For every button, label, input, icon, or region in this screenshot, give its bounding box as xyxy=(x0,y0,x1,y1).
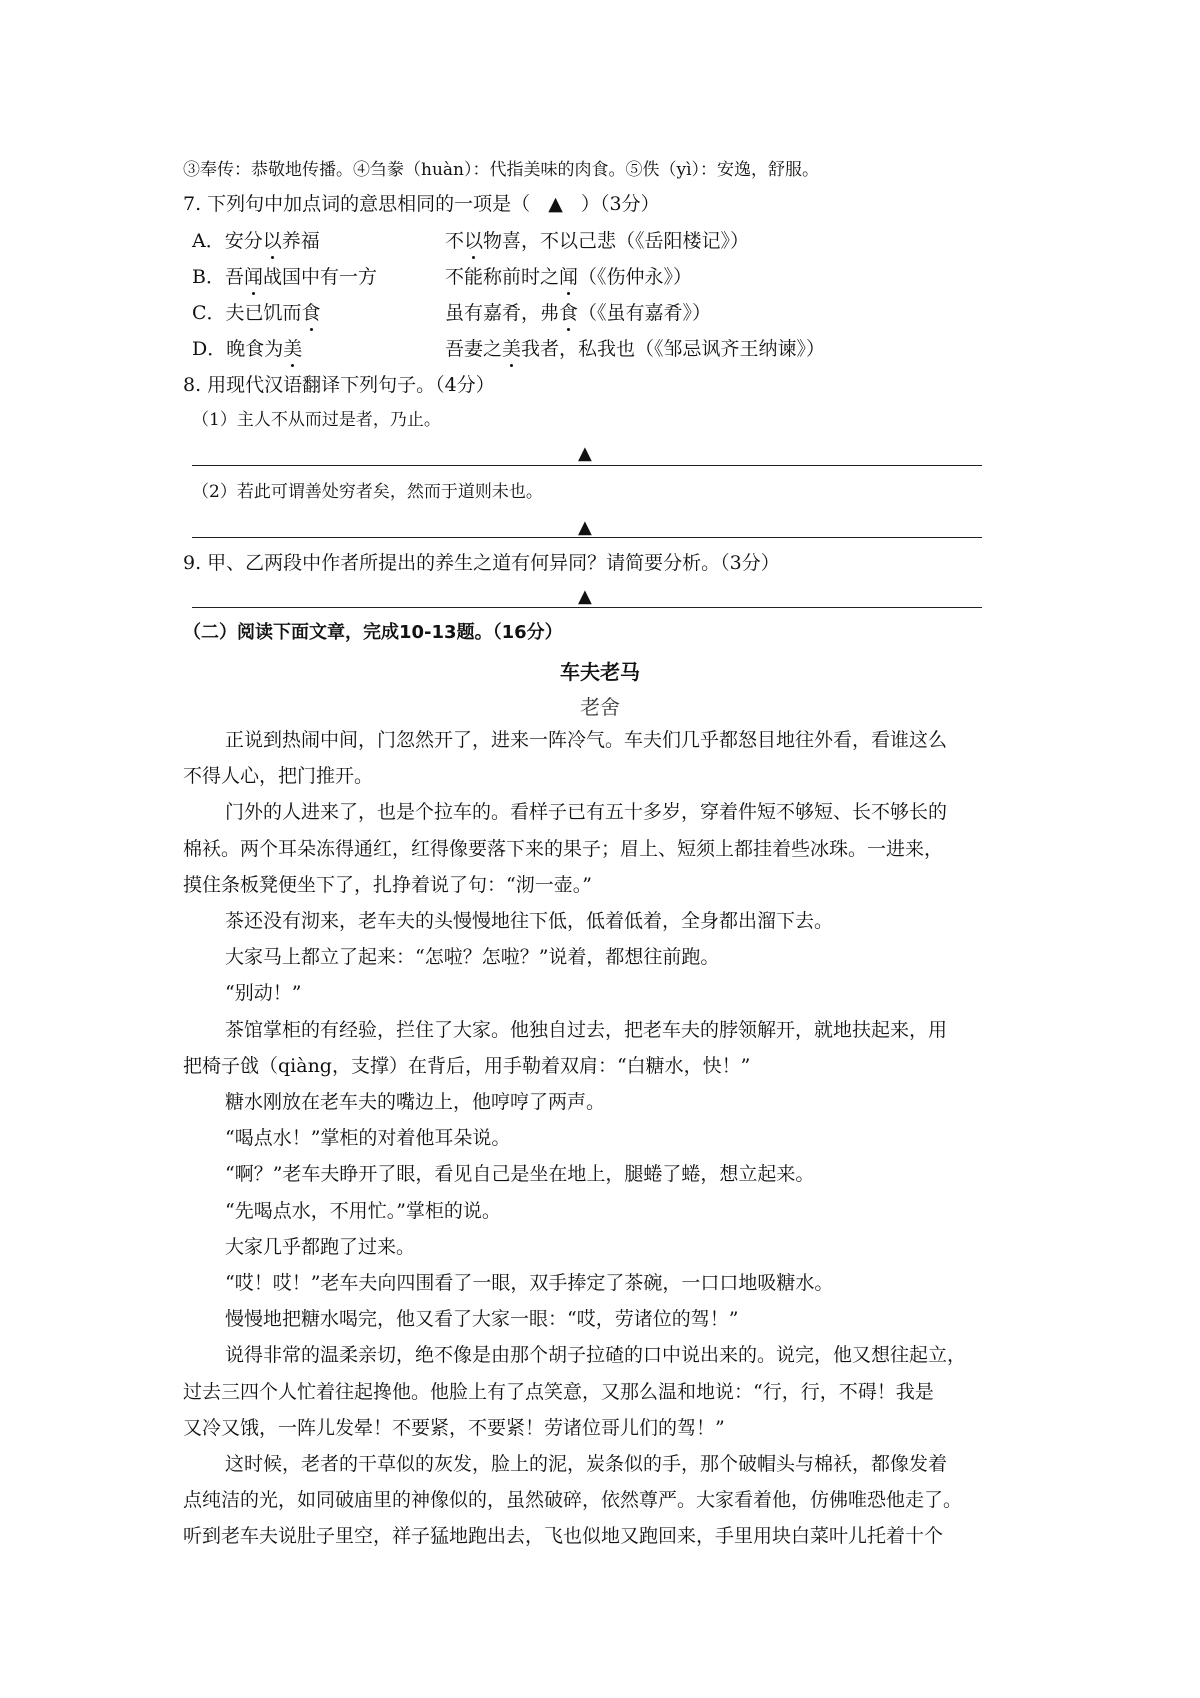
article-line: “喝点水！”掌柜的对着他耳朵说。 xyxy=(225,1127,511,1149)
option-a-sentence: A．安分以养福 xyxy=(192,230,320,252)
question-7-score: ）（3分） xyxy=(581,193,660,215)
answer-line xyxy=(192,607,982,608)
answer-line xyxy=(192,537,982,538)
answer-line xyxy=(192,465,982,466)
article-line: 正说到热闹中间，门忽然开了，进来一阵冷气。车夫们几乎都怒目地往外看，看谁这么 xyxy=(225,729,948,751)
answer-triangle-marker: ▲ xyxy=(578,517,592,538)
article-line: “哎！哎！”老车夫向四围看了一眼，双手捧定了茶碗，一口口地吸糖水。 xyxy=(225,1272,834,1294)
article-line: 听到老车夫说肚子里空，祥子猛地跑出去，飞也似地又跑回来，手里用块白菜叶儿托着十个 xyxy=(183,1525,944,1547)
article-line: 棉袄。两个耳朵冻得通红，红得像要落下来的果子；眉上、短须上都挂着些冰珠。一进来， xyxy=(183,838,944,860)
option-c-sentence: C．夫已饥而食 xyxy=(192,302,321,324)
article-line: 大家几乎都跑了过来。 xyxy=(225,1236,416,1258)
answer-triangle-marker: ▲ xyxy=(578,443,592,464)
question-9-stem: 9. 甲、乙两段中作者所提出的养生之道有何异同？请简要分析。（3分） xyxy=(183,552,780,574)
option-b-sentence: B．吾闻战国中有一方 xyxy=(192,266,377,288)
option-b-reference: 不能称前时之闻（《伤仲永》） xyxy=(445,266,693,288)
article-line: 门外的人进来了，也是个拉车的。看样子已有五十多岁，穿着件短不够短、长不够长的 xyxy=(225,801,948,823)
article-line: 过去三四个人忙着往起搀他。他脸上有了点笑意，又那么温和地说：“行，行，不碍！我是 xyxy=(183,1381,934,1403)
answer-triangle-marker: ▲ xyxy=(578,586,592,607)
article-line: 慢慢地把糖水喝完，他又看了大家一眼：“哎，劳诸位的驾！” xyxy=(225,1308,739,1330)
question-8-sentence-2: （2）若此可谓善处穷者矣，然而于道则未也。 xyxy=(192,482,543,502)
article-line: 茶馆掌柜的有经验，拦住了大家。他独自过去，把老车夫的脖领解开，就地扶起来，用 xyxy=(225,1019,948,1041)
question-8-sentence-1: （1）主人不从而过是者，乃止。 xyxy=(192,410,441,430)
article-line: “别动！” xyxy=(225,982,302,1004)
question-7-stem xyxy=(183,192,660,216)
article-line: 不得人心，把门推开。 xyxy=(183,765,374,787)
article-line: 摸住条板凳便坐下了，扎挣着说了句：“沏一壶。” xyxy=(183,874,592,896)
question-7-text: 7. 下列句中加点词的意思相同的一项是（ xyxy=(183,193,531,215)
article-line: 把椅子戗（qiàng，支撑）在背后，用手勒着双肩：“白糖水，快！” xyxy=(183,1055,751,1077)
article-line: 糖水刚放在老车夫的嘴边上，他哼哼了两声。 xyxy=(225,1091,606,1113)
article-line: “先喝点水，不用忙。”掌柜的说。 xyxy=(225,1200,501,1222)
answer-triangle-marker: ▲ xyxy=(548,193,563,215)
article-title: 车夫老马 xyxy=(560,660,640,684)
article-line: 说得非常的温柔亲切，绝不像是由那个胡子拉碴的口中说出来的。说完，他又想往起立， xyxy=(225,1344,967,1366)
article-line: 点纯洁的光，如同破庙里的神像似的，虽然破碎，依然尊严。大家看着他，仿佛唯恐他走了。 xyxy=(183,1489,963,1511)
section-2-heading: （二）阅读下面文章，完成10-13题。（16分） xyxy=(183,622,563,643)
article-line: 大家马上都立了起来：“怎啦？怎啦？”说着，都想往前跑。 xyxy=(225,946,720,968)
article-line: “啊？”老车夫睁开了眼，看见自己是坐在地上，腿蜷了蜷，想立起来。 xyxy=(225,1163,815,1185)
article-author: 老舍 xyxy=(580,695,620,719)
option-c-reference: 虽有嘉肴，弗食（《虽有嘉肴》） xyxy=(445,302,712,324)
article-line: 又冷又饿，一阵儿发晕！不要紧，不要紧！劳诸位哥儿们的驾！” xyxy=(183,1417,725,1439)
option-a-reference: 不以物喜，不以己悲（《岳阳楼记》） xyxy=(445,230,750,252)
option-d-sentence: D．晚食为美 xyxy=(192,338,303,360)
footnote-line: ③奉传：恭敬地传播。④刍豢（huàn）：代指美味的肉食。⑤佚（yì）：安逸，舒服。 xyxy=(183,160,820,180)
article-line: 这时候，老者的干草似的灰发，脸上的泥，炭条似的手，那个破帽头与棉袄，都像发着 xyxy=(225,1453,948,1475)
article-line: 茶还没有沏来，老车夫的头慢慢地往下低，低着低着，全身都出溜下去。 xyxy=(225,910,834,932)
option-d-reference: 吾妻之美我者，私我也（《邹忌讽齐王纳谏》） xyxy=(445,338,826,360)
question-8-stem: 8. 用现代汉语翻译下列句子。（4分） xyxy=(183,374,495,396)
